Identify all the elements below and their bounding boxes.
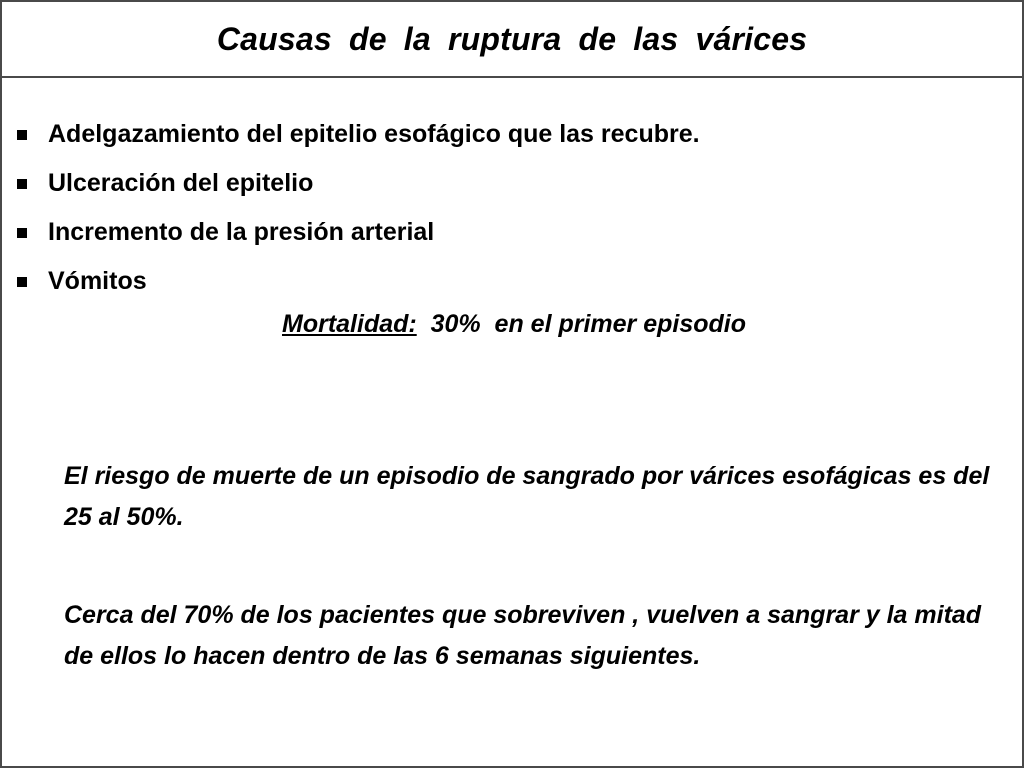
bullet-text: Adelgazamiento del epitelio esofágico que las recubre. [48,120,700,148]
square-bullet-icon [17,228,27,238]
mortality-value: 30% en el primer episodio [416,310,746,338]
bullet-text: Vómitos [48,267,147,295]
title-bar [2,0,1022,78]
bullet-item [14,257,700,306]
risk-paragraph: El riesgo de muerte de un episodio de sangrado por várices esofágicas es del 25 al 50%. [64,462,990,531]
rebleeding-paragraph: Cerca del 70% de los pacientes que sobreviven , vuelven a sangrar y la mitad de ellos lo hacen dentro de las 6 semanas siguientes. [64,601,982,670]
bullet-item [14,208,700,257]
square-bullet-icon [17,179,27,189]
bullet-text: Ulceración del epitelio [48,169,314,197]
square-bullet-icon [17,277,27,287]
slide-title: Causas de la ruptura de las várices [216,20,808,57]
square-bullet-icon [17,130,27,140]
bullet-text: Incremento de la presión arterial [48,218,435,246]
mortality-line [2,310,1024,339]
bullet-item [14,159,700,208]
bullet-item [14,110,700,159]
mortality-label: Mortalidad: [282,310,417,338]
bullet-list [14,110,700,306]
